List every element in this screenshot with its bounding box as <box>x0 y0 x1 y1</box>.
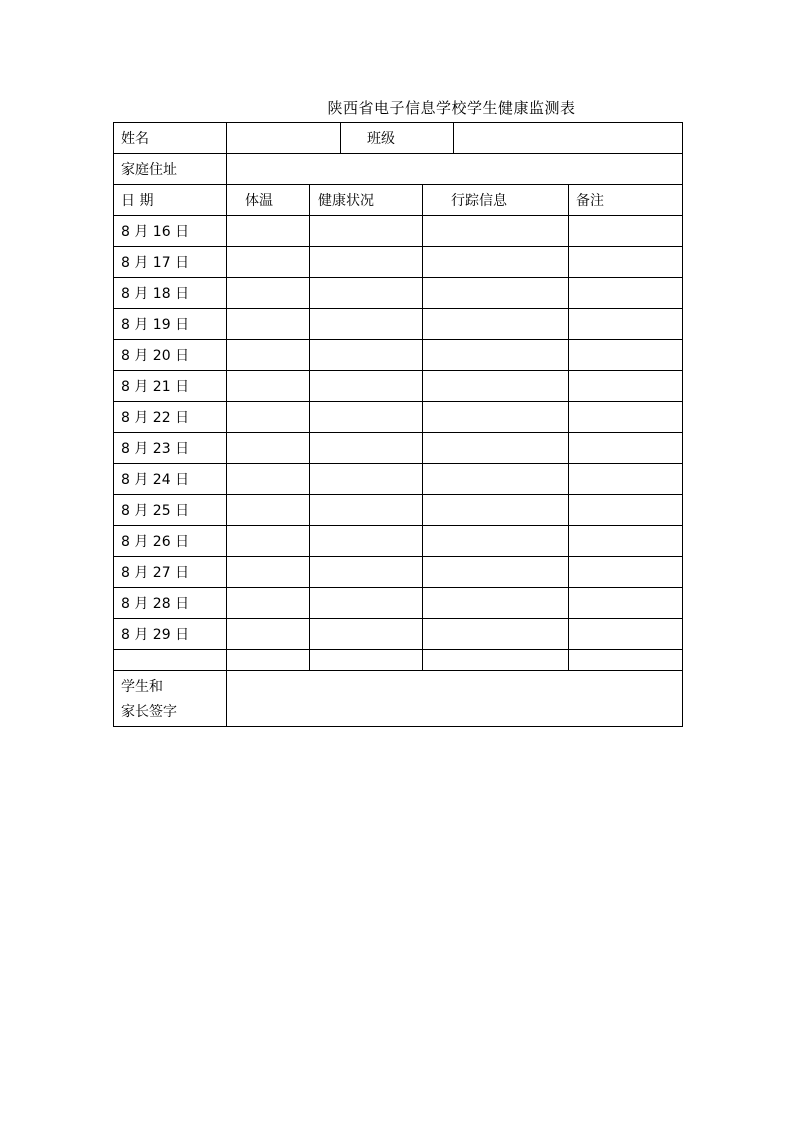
date-cell: 8 月 25 日 <box>114 495 227 526</box>
column-header-row <box>114 185 683 216</box>
date-row <box>114 402 683 433</box>
health-cell[interactable] <box>310 371 423 402</box>
header-date: 日 期 <box>114 185 227 216</box>
date-cell: 8 月 18 日 <box>114 278 227 309</box>
health-cell[interactable] <box>310 247 423 278</box>
note-cell[interactable] <box>569 216 683 247</box>
temperature-cell[interactable] <box>227 464 310 495</box>
signature-field[interactable] <box>227 671 683 727</box>
temperature-cell[interactable] <box>227 619 310 650</box>
temperature-cell[interactable] <box>227 371 310 402</box>
date-row <box>114 588 683 619</box>
date-row <box>114 433 683 464</box>
temperature-cell[interactable] <box>227 557 310 588</box>
date-cell: 8 月 21 日 <box>114 371 227 402</box>
signature-row <box>114 671 683 727</box>
date-cell: 8 月 24 日 <box>114 464 227 495</box>
travel-cell[interactable] <box>423 371 569 402</box>
address-label: 家庭住址 <box>114 154 227 185</box>
name-label: 姓名 <box>114 123 227 154</box>
header-health: 健康状况 <box>310 185 423 216</box>
header-note: 备注 <box>569 185 683 216</box>
travel-cell[interactable] <box>423 402 569 433</box>
date-cell: 8 月 17 日 <box>114 247 227 278</box>
note-cell[interactable] <box>569 247 683 278</box>
date-row <box>114 216 683 247</box>
header-temperature: 体温 <box>227 185 310 216</box>
address-row <box>114 154 683 185</box>
note-cell[interactable] <box>569 433 683 464</box>
health-cell[interactable] <box>310 402 423 433</box>
date-cell: 8 月 23 日 <box>114 433 227 464</box>
temperature-cell[interactable] <box>227 495 310 526</box>
travel-cell[interactable] <box>423 464 569 495</box>
travel-cell[interactable] <box>423 340 569 371</box>
health-cell[interactable] <box>310 495 423 526</box>
address-field[interactable] <box>227 154 683 185</box>
page-title: 陕西省电子信息学校学生健康监测表 <box>327 99 576 117</box>
travel-cell[interactable] <box>423 309 569 340</box>
date-row <box>114 247 683 278</box>
temperature-cell[interactable] <box>227 247 310 278</box>
note-cell[interactable] <box>569 371 683 402</box>
blank-cell[interactable] <box>114 650 227 671</box>
blank-row <box>114 650 683 671</box>
temperature-cell[interactable] <box>227 526 310 557</box>
date-row <box>114 340 683 371</box>
temperature-cell[interactable] <box>227 278 310 309</box>
blank-cell[interactable] <box>310 650 423 671</box>
temperature-cell[interactable] <box>227 433 310 464</box>
date-cell: 8 月 27 日 <box>114 557 227 588</box>
date-row <box>114 619 683 650</box>
note-cell[interactable] <box>569 557 683 588</box>
blank-cell[interactable] <box>227 650 310 671</box>
travel-cell[interactable] <box>423 495 569 526</box>
health-cell[interactable] <box>310 557 423 588</box>
health-cell[interactable] <box>310 340 423 371</box>
health-cell[interactable] <box>310 588 423 619</box>
travel-cell[interactable] <box>423 588 569 619</box>
temperature-cell[interactable] <box>227 402 310 433</box>
travel-cell[interactable] <box>423 619 569 650</box>
note-cell[interactable] <box>569 495 683 526</box>
note-cell[interactable] <box>569 619 683 650</box>
date-row <box>114 278 683 309</box>
date-cell: 8 月 19 日 <box>114 309 227 340</box>
note-cell[interactable] <box>569 309 683 340</box>
note-cell[interactable] <box>569 278 683 309</box>
date-cell: 8 月 20 日 <box>114 340 227 371</box>
health-cell[interactable] <box>310 309 423 340</box>
header-travel: 行踪信息 <box>423 185 569 216</box>
temperature-cell[interactable] <box>227 216 310 247</box>
health-cell[interactable] <box>310 526 423 557</box>
date-cell: 8 月 26 日 <box>114 526 227 557</box>
date-row <box>114 371 683 402</box>
health-cell[interactable] <box>310 216 423 247</box>
date-row <box>114 495 683 526</box>
temperature-cell[interactable] <box>227 340 310 371</box>
date-row <box>114 309 683 340</box>
class-label: 班级 <box>341 123 454 154</box>
health-cell[interactable] <box>310 619 423 650</box>
date-cell: 8 月 28 日 <box>114 588 227 619</box>
travel-cell[interactable] <box>423 526 569 557</box>
class-field[interactable] <box>454 123 683 154</box>
health-cell[interactable] <box>310 464 423 495</box>
date-cell: 8 月 22 日 <box>114 402 227 433</box>
name-field[interactable] <box>227 123 341 154</box>
date-cell: 8 月 16 日 <box>114 216 227 247</box>
note-cell[interactable] <box>569 402 683 433</box>
temperature-cell[interactable] <box>227 588 310 619</box>
date-row <box>114 464 683 495</box>
note-cell[interactable] <box>569 526 683 557</box>
note-cell[interactable] <box>569 340 683 371</box>
note-cell[interactable] <box>569 588 683 619</box>
signature-label-line2: 家长签字 <box>121 703 177 720</box>
signature-label-line1: 学生和 <box>121 678 163 695</box>
health-monitoring-table <box>113 122 683 727</box>
travel-cell[interactable] <box>423 278 569 309</box>
travel-cell[interactable] <box>423 433 569 464</box>
note-cell[interactable] <box>569 464 683 495</box>
travel-cell[interactable] <box>423 247 569 278</box>
blank-cell[interactable] <box>569 650 683 671</box>
health-cell[interactable] <box>310 433 423 464</box>
date-row <box>114 557 683 588</box>
date-cell: 8 月 29 日 <box>114 619 227 650</box>
blank-cell[interactable] <box>423 650 569 671</box>
travel-cell[interactable] <box>423 216 569 247</box>
health-cell[interactable] <box>310 278 423 309</box>
signature-label <box>114 671 227 727</box>
travel-cell[interactable] <box>423 557 569 588</box>
temperature-cell[interactable] <box>227 309 310 340</box>
name-row <box>114 123 683 154</box>
date-row <box>114 526 683 557</box>
